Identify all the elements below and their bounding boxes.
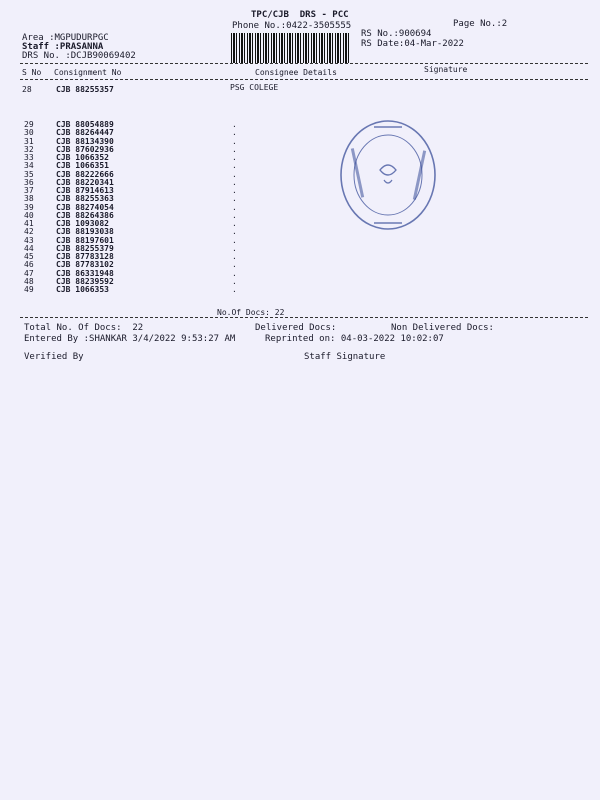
staff-label: Staff :PRASANNA xyxy=(22,42,104,52)
row-consignment: CJB 87602936 xyxy=(56,144,114,154)
row-marker: . xyxy=(232,194,237,204)
column-consignment: Consignment No xyxy=(54,68,122,77)
page-number: Page No.:2 xyxy=(453,19,508,29)
row-consignment: CJB 1066352 xyxy=(56,153,109,162)
row-marker: . xyxy=(232,169,237,179)
total-docs: Total No. Of Docs: 22 xyxy=(24,323,144,333)
area-label: Area :MGPUDURPGC xyxy=(22,33,109,43)
row-sno: 41 xyxy=(24,219,34,228)
row-sno: 45 xyxy=(24,252,34,261)
consignment-list xyxy=(24,121,244,294)
list-divider xyxy=(20,317,588,318)
no-of-docs: No.Of Docs: 22 xyxy=(217,308,285,317)
column-sno: S No xyxy=(22,68,42,77)
row-consignment: CJB 86331948 xyxy=(56,268,114,278)
row-consignment: CJB 1093082 xyxy=(56,219,109,228)
non-delivered-docs: Non Delivered Docs: xyxy=(391,323,494,333)
row-marker: . xyxy=(232,186,237,195)
row-sno: 31 xyxy=(24,136,34,146)
row-sno: 32 xyxy=(24,144,34,154)
row-consignment: CJB 87783102 xyxy=(56,260,114,270)
row-consignment: CJB 87914613 xyxy=(56,186,114,195)
row-sno: 43 xyxy=(24,235,34,245)
row-marker: . xyxy=(232,161,237,171)
row-marker: . xyxy=(232,268,237,278)
row-consignment: CJB 88255379 xyxy=(56,243,114,253)
row-sno: 47 xyxy=(24,268,34,278)
row-marker: . xyxy=(232,177,237,187)
row-sno: 38 xyxy=(24,194,34,204)
columns-divider xyxy=(20,79,588,80)
row-sno: 46 xyxy=(24,260,34,270)
row-sno: 29 xyxy=(24,120,34,129)
row-consignment: CJB 88239592 xyxy=(56,276,114,286)
row-marker: . xyxy=(232,120,237,129)
rs-date: RS Date:04-Mar-2022 xyxy=(361,39,464,49)
column-consignee: Consignee Details xyxy=(255,68,337,77)
row-sno: 48 xyxy=(24,276,34,286)
row-sno: 35 xyxy=(24,169,34,179)
phone-number: Phone No.:0422-3505555 xyxy=(232,21,352,31)
entered-by: Entered By :SHANKAR 3/4/2022 9:53:27 AM xyxy=(24,334,236,344)
row-marker: . xyxy=(232,219,237,228)
row-marker: . xyxy=(232,276,237,286)
institution-stamp xyxy=(338,118,438,233)
row-sno: 34 xyxy=(24,161,34,171)
delivered-docs: Delivered Docs: xyxy=(255,323,337,333)
row-marker: . xyxy=(232,260,237,270)
row-sno: 33 xyxy=(24,153,34,162)
table-row xyxy=(24,286,244,294)
barcode-icon xyxy=(231,33,351,63)
row-sno: 36 xyxy=(24,177,34,187)
row-consignment: CJB 88222666 xyxy=(56,169,114,179)
row-consignment: CJB 88220341 xyxy=(56,177,114,187)
row-sno: 42 xyxy=(24,227,34,237)
column-signature: Signature xyxy=(424,65,468,74)
row-marker: . xyxy=(232,202,237,212)
row-sno: 30 xyxy=(24,128,34,138)
first-row-consignment: CJB 88255357 xyxy=(56,85,114,94)
row-marker: . xyxy=(232,252,237,261)
staff-signature: Staff Signature xyxy=(304,352,386,362)
header-divider xyxy=(20,63,588,64)
row-consignment: CJB 1066351 xyxy=(56,161,109,171)
row-marker: . xyxy=(232,243,237,253)
row-marker: . xyxy=(232,285,237,294)
row-sno: 40 xyxy=(24,210,34,220)
row-consignment: CJB 88054889 xyxy=(56,120,114,129)
row-sno: 49 xyxy=(24,285,34,294)
row-marker: . xyxy=(232,235,237,245)
row-marker: . xyxy=(232,227,237,237)
document-title: TPC/CJB DRS - PCC xyxy=(251,10,349,20)
row-marker: . xyxy=(232,128,237,138)
row-consignment: CJB 88193038 xyxy=(56,227,114,237)
row-sno: 44 xyxy=(24,243,34,253)
row-consignment: CJB 88264447 xyxy=(56,128,114,138)
reprinted-on: Reprinted on: 04-03-2022 10:02:07 xyxy=(265,334,444,344)
row-consignment: CJB 88255363 xyxy=(56,194,114,204)
row-consignment: CJB 87783128 xyxy=(56,252,114,261)
drs-number: DRS No. :DCJB90069402 xyxy=(22,51,136,61)
row-consignment: CJB 88197601 xyxy=(56,235,114,245)
first-row-sno: 28 xyxy=(22,85,32,94)
row-consignment: CJB 1066353 xyxy=(56,285,109,294)
first-row-consignee: PSG COLEGE xyxy=(230,83,279,92)
row-marker: . xyxy=(232,144,237,154)
row-sno: 37 xyxy=(24,186,34,195)
row-marker: . xyxy=(232,136,237,146)
row-consignment: CJB 88264386 xyxy=(56,210,114,220)
row-marker: . xyxy=(232,210,237,220)
row-consignment: CJB 88134390 xyxy=(56,136,114,146)
row-marker: . xyxy=(232,153,237,162)
verified-by: Verified By xyxy=(24,352,84,362)
row-consignment: CJB 88274054 xyxy=(56,202,114,212)
row-sno: 39 xyxy=(24,202,34,212)
rs-number: RS No.:900694 xyxy=(361,29,432,39)
